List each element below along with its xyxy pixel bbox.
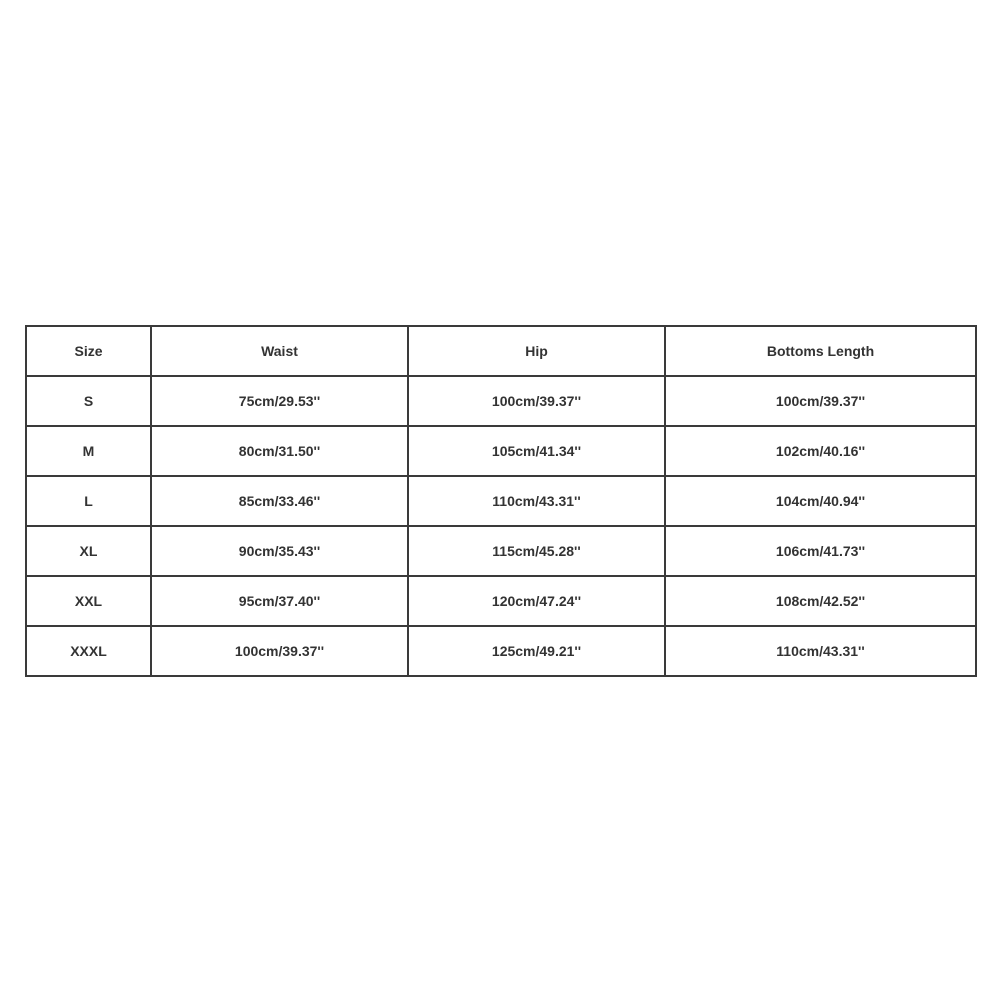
waist-cell: 90cm/35.43'' [151, 526, 408, 576]
header-bottoms-length: Bottoms Length [665, 326, 976, 376]
hip-cell: 120cm/47.24'' [408, 576, 665, 626]
bottoms-length-cell: 102cm/40.16'' [665, 426, 976, 476]
waist-cell: 95cm/37.40'' [151, 576, 408, 626]
hip-cell: 105cm/41.34'' [408, 426, 665, 476]
table-row [26, 476, 976, 526]
size-cell: L [26, 476, 151, 526]
bottoms-length-cell: 106cm/41.73'' [665, 526, 976, 576]
hip-cell: 110cm/43.31'' [408, 476, 665, 526]
header-hip: Hip [408, 326, 665, 376]
hip-cell: 125cm/49.21'' [408, 626, 665, 676]
waist-cell: 100cm/39.37'' [151, 626, 408, 676]
bottoms-length-cell: 110cm/43.31'' [665, 626, 976, 676]
bottoms-length-cell: 100cm/39.37'' [665, 376, 976, 426]
waist-cell: 85cm/33.46'' [151, 476, 408, 526]
header-row [26, 326, 976, 376]
table-row [26, 426, 976, 476]
size-cell: S [26, 376, 151, 426]
table-row [26, 526, 976, 576]
size-chart-table [25, 325, 977, 677]
hip-cell: 100cm/39.37'' [408, 376, 665, 426]
size-cell: XL [26, 526, 151, 576]
table-row [26, 376, 976, 426]
header-size: Size [26, 326, 151, 376]
table-row [26, 576, 976, 626]
waist-cell: 75cm/29.53'' [151, 376, 408, 426]
bottoms-length-cell: 108cm/42.52'' [665, 576, 976, 626]
table-row [26, 626, 976, 676]
size-cell: M [26, 426, 151, 476]
header-waist: Waist [151, 326, 408, 376]
size-cell: XXL [26, 576, 151, 626]
bottoms-length-cell: 104cm/40.94'' [665, 476, 976, 526]
waist-cell: 80cm/31.50'' [151, 426, 408, 476]
hip-cell: 115cm/45.28'' [408, 526, 665, 576]
size-cell: XXXL [26, 626, 151, 676]
